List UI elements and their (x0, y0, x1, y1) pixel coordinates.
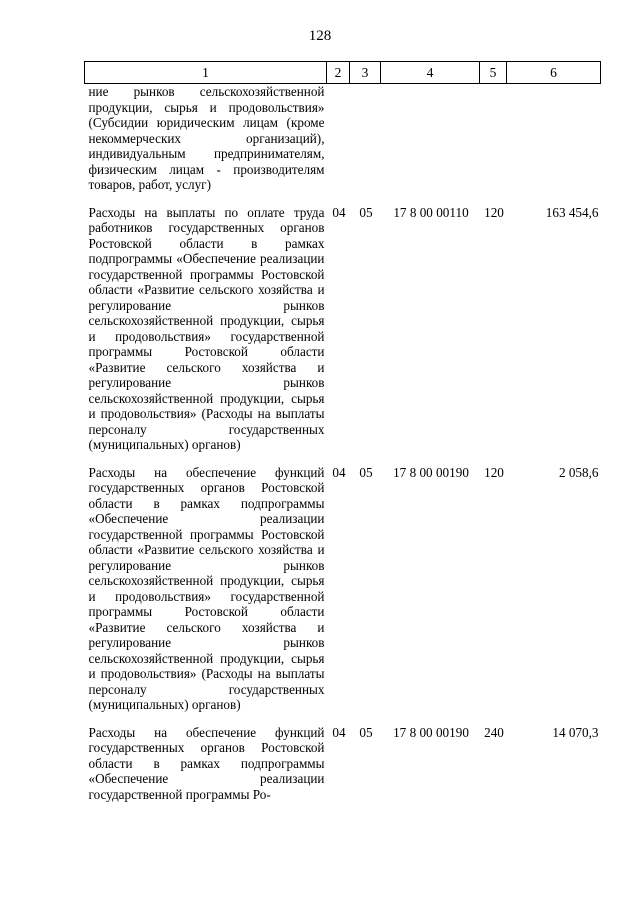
row-section: 04 (332, 724, 346, 740)
row-section: 04 (332, 204, 346, 220)
row-amount: 2 058,6 (558, 464, 599, 480)
table-row (85, 84, 601, 193)
row-target-code: 17 8 00 00110 (393, 204, 469, 220)
row-target-code: 17 8 00 00190 (393, 724, 469, 740)
header-row (85, 62, 601, 84)
table-row (85, 193, 601, 453)
budget-table (84, 61, 601, 802)
row-subsection (350, 84, 381, 193)
column-header-2: 2 (327, 62, 350, 84)
row-amount: 163 454,6 (545, 204, 599, 220)
column-header-3: 3 (350, 62, 381, 84)
row-description: Расходы на обеспечение функций государственных органов Ростовской области в рамках подпрограммы «Обеспечение реализации государственной программы Ростовской области «Развитие сельского хозяйства и регулирование рынков сельскохозяйственной продукции, сырья и продовольствия» государственной программы Ростовской области «Развитие сельского хозяйства и регулирование рынков сельскохозяйственной продукции, сырья и продовольствия» (Расходы на выплаты персоналу государственных (муниципальных) органов) (88, 464, 325, 712)
row-target-code: 17 8 00 00190 (393, 464, 469, 480)
row-target-code (381, 84, 480, 193)
row-amount: 14 070,3 (552, 724, 599, 740)
column-header-6: 6 (507, 62, 601, 84)
row-description: Расходы на выплаты по оплате труда работников государственных органов Ростовской области в рамках подпрограммы «Обеспечение реализации государственной программы Ростовской области «Развитие сельского хозяйства и регулирование рынков сельскохозяйственной продукции, сырья и продовольствия» государственной программы Ростовской области «Развитие сельского хозяйства и регулирование рынков сельскохозяйственной продукции, сырья и продовольствия» (Расходы на выплаты персоналу государственных (муниципальных) органов) (88, 204, 325, 452)
row-subsection: 05 (359, 204, 373, 220)
row-expense-type (480, 84, 507, 193)
column-header-5: 5 (480, 62, 507, 84)
row-expense-type: 120 (484, 204, 504, 220)
row-expense-type: 120 (484, 464, 504, 480)
row-section: 04 (332, 464, 346, 480)
table-row (85, 713, 601, 803)
row-subsection: 05 (359, 464, 373, 480)
row-section (327, 84, 350, 193)
column-header-4: 4 (381, 62, 480, 84)
row-subsection: 05 (359, 724, 373, 740)
table-row (85, 453, 601, 713)
column-header-1: 1 (85, 62, 327, 84)
row-description: ние рынков сельскохозяйственной продукции, сырья и продовольствия» (Субсидии юридическим лицам (кроме некоммерческих организаций), индивидуальным предпринимателям, физическим лицам - производителям товаров, работ, услуг) (88, 84, 325, 192)
page-number: 128 (308, 28, 332, 44)
row-expense-type: 240 (484, 724, 504, 740)
row-amount (507, 84, 601, 193)
row-description: Расходы на обеспечение функций государственных органов Ростовской области в рамках подпрограммы «Обеспечение реализации государственной программы Ро- (88, 724, 325, 802)
